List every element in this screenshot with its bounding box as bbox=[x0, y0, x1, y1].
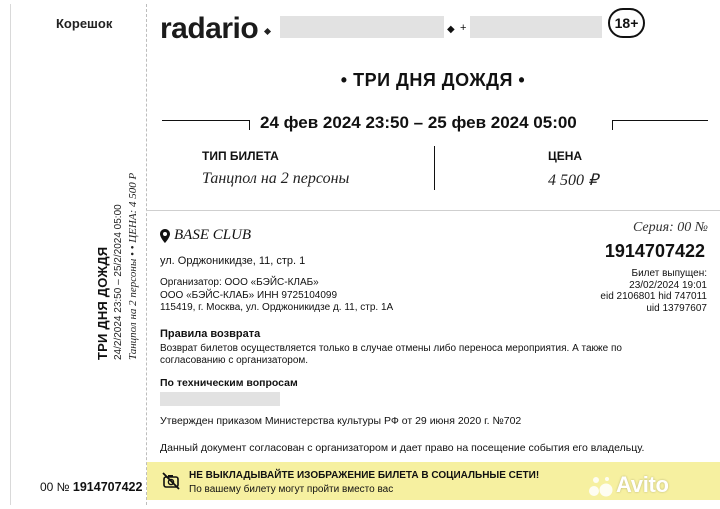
price-value: 4 500 ₽ bbox=[548, 172, 599, 189]
redacted-name bbox=[280, 16, 444, 38]
type-price-divider bbox=[434, 146, 435, 190]
agreement-note: Данный документ согласован с организатором и дает право на посещение события его владельцу. bbox=[160, 442, 645, 454]
organizer-info bbox=[160, 277, 393, 315]
redacted-phone bbox=[470, 16, 602, 38]
stub-title: Корешок bbox=[56, 16, 113, 31]
issue-line: uid 13797607 bbox=[646, 302, 707, 314]
date-bracket-left bbox=[162, 120, 250, 130]
ticket-number: 1914707422 bbox=[604, 241, 705, 261]
refund-text: Возврат билетов осуществляется только в случае отмены либо переноса мероприятия. А также по согласованию с организатором. bbox=[160, 343, 622, 366]
issue-line: Билет выпущен: bbox=[631, 268, 707, 279]
stub-vertical-info bbox=[95, 30, 139, 360]
avito-watermark: Avito bbox=[616, 472, 669, 497]
warning-headline: НЕ ВЫКЛАДЫВАЙТЕ ИЗОБРАЖЕНИЕ БИЛЕТА В СОЦИАЛЬНЫЕ СЕТИ! bbox=[189, 470, 540, 481]
section-divider bbox=[146, 210, 720, 211]
stub-number-prefix: 00 № bbox=[40, 480, 70, 494]
ticket-type-label: ТИП БИЛЕТА bbox=[202, 149, 279, 163]
ticket-type-value: Танцпол на 2 персоны bbox=[202, 170, 350, 187]
issue-line: 23/02/2024 19:01 bbox=[629, 279, 707, 291]
age-rating-badge: 18+ bbox=[608, 8, 645, 38]
date-bracket-right bbox=[612, 120, 708, 130]
stub-edge-line bbox=[10, 4, 13, 505]
approval-note: Утвержден приказом Министерства культуры РФ от 29 июня 2020 г. №702 bbox=[160, 415, 522, 427]
event-title: • ТРИ ДНЯ ДОЖДЯ • bbox=[340, 70, 526, 90]
organizer-line: ООО «БЭЙС-КЛАБ» ИНН 9725104099 bbox=[160, 289, 338, 301]
event-dates: 24 фев 2024 23:50 – 25 фев 2024 05:00 bbox=[260, 113, 577, 132]
issue-line: eid 2106801 hid 747011 bbox=[600, 291, 707, 302]
stub-event-name: ТРИ ДНЯ ДОЖДЯ bbox=[95, 246, 110, 360]
issue-info bbox=[600, 268, 707, 314]
stub-ticket-number bbox=[40, 480, 142, 494]
stub-type-price: Танцпол на 2 персоны • • ЦЕНА: 4 500 Р bbox=[127, 172, 139, 360]
venue-address: ул. Орджоникидзе, 11, стр. 1 bbox=[160, 255, 306, 267]
redacted-contact bbox=[160, 392, 280, 406]
venue-name: BASE CLUB bbox=[174, 227, 252, 243]
refund-heading: Правила возврата bbox=[160, 328, 261, 340]
price-label: ЦЕНА bbox=[548, 149, 583, 163]
logo-diamond-icon bbox=[264, 28, 271, 35]
warning-subtext: По вашему билету могут пройти вместо вас bbox=[189, 484, 394, 495]
location-pin-icon bbox=[160, 229, 170, 243]
radario-logo: radario bbox=[160, 12, 259, 45]
organizer-line: Организатор: ООО «БЭЙС-КЛАБ» bbox=[160, 277, 319, 288]
stub-dates: 24/2/2024 23:50 – 25/2/2024 05:00 bbox=[113, 204, 124, 360]
stub-number-value: 1914707422 bbox=[72, 480, 143, 494]
plus-icon: + bbox=[460, 22, 467, 34]
tech-support-heading: По техническим вопросам bbox=[160, 377, 298, 389]
avito-logo-icon bbox=[588, 474, 614, 498]
ticket-series: Серия: 00 № bbox=[632, 220, 708, 235]
separator-diamond-icon: ◆ bbox=[447, 24, 455, 35]
organizer-line: 115419, г. Москва, ул. Орджоникидзе д. 11, стр. 1А bbox=[160, 302, 394, 313]
no-camera-icon bbox=[161, 471, 181, 491]
